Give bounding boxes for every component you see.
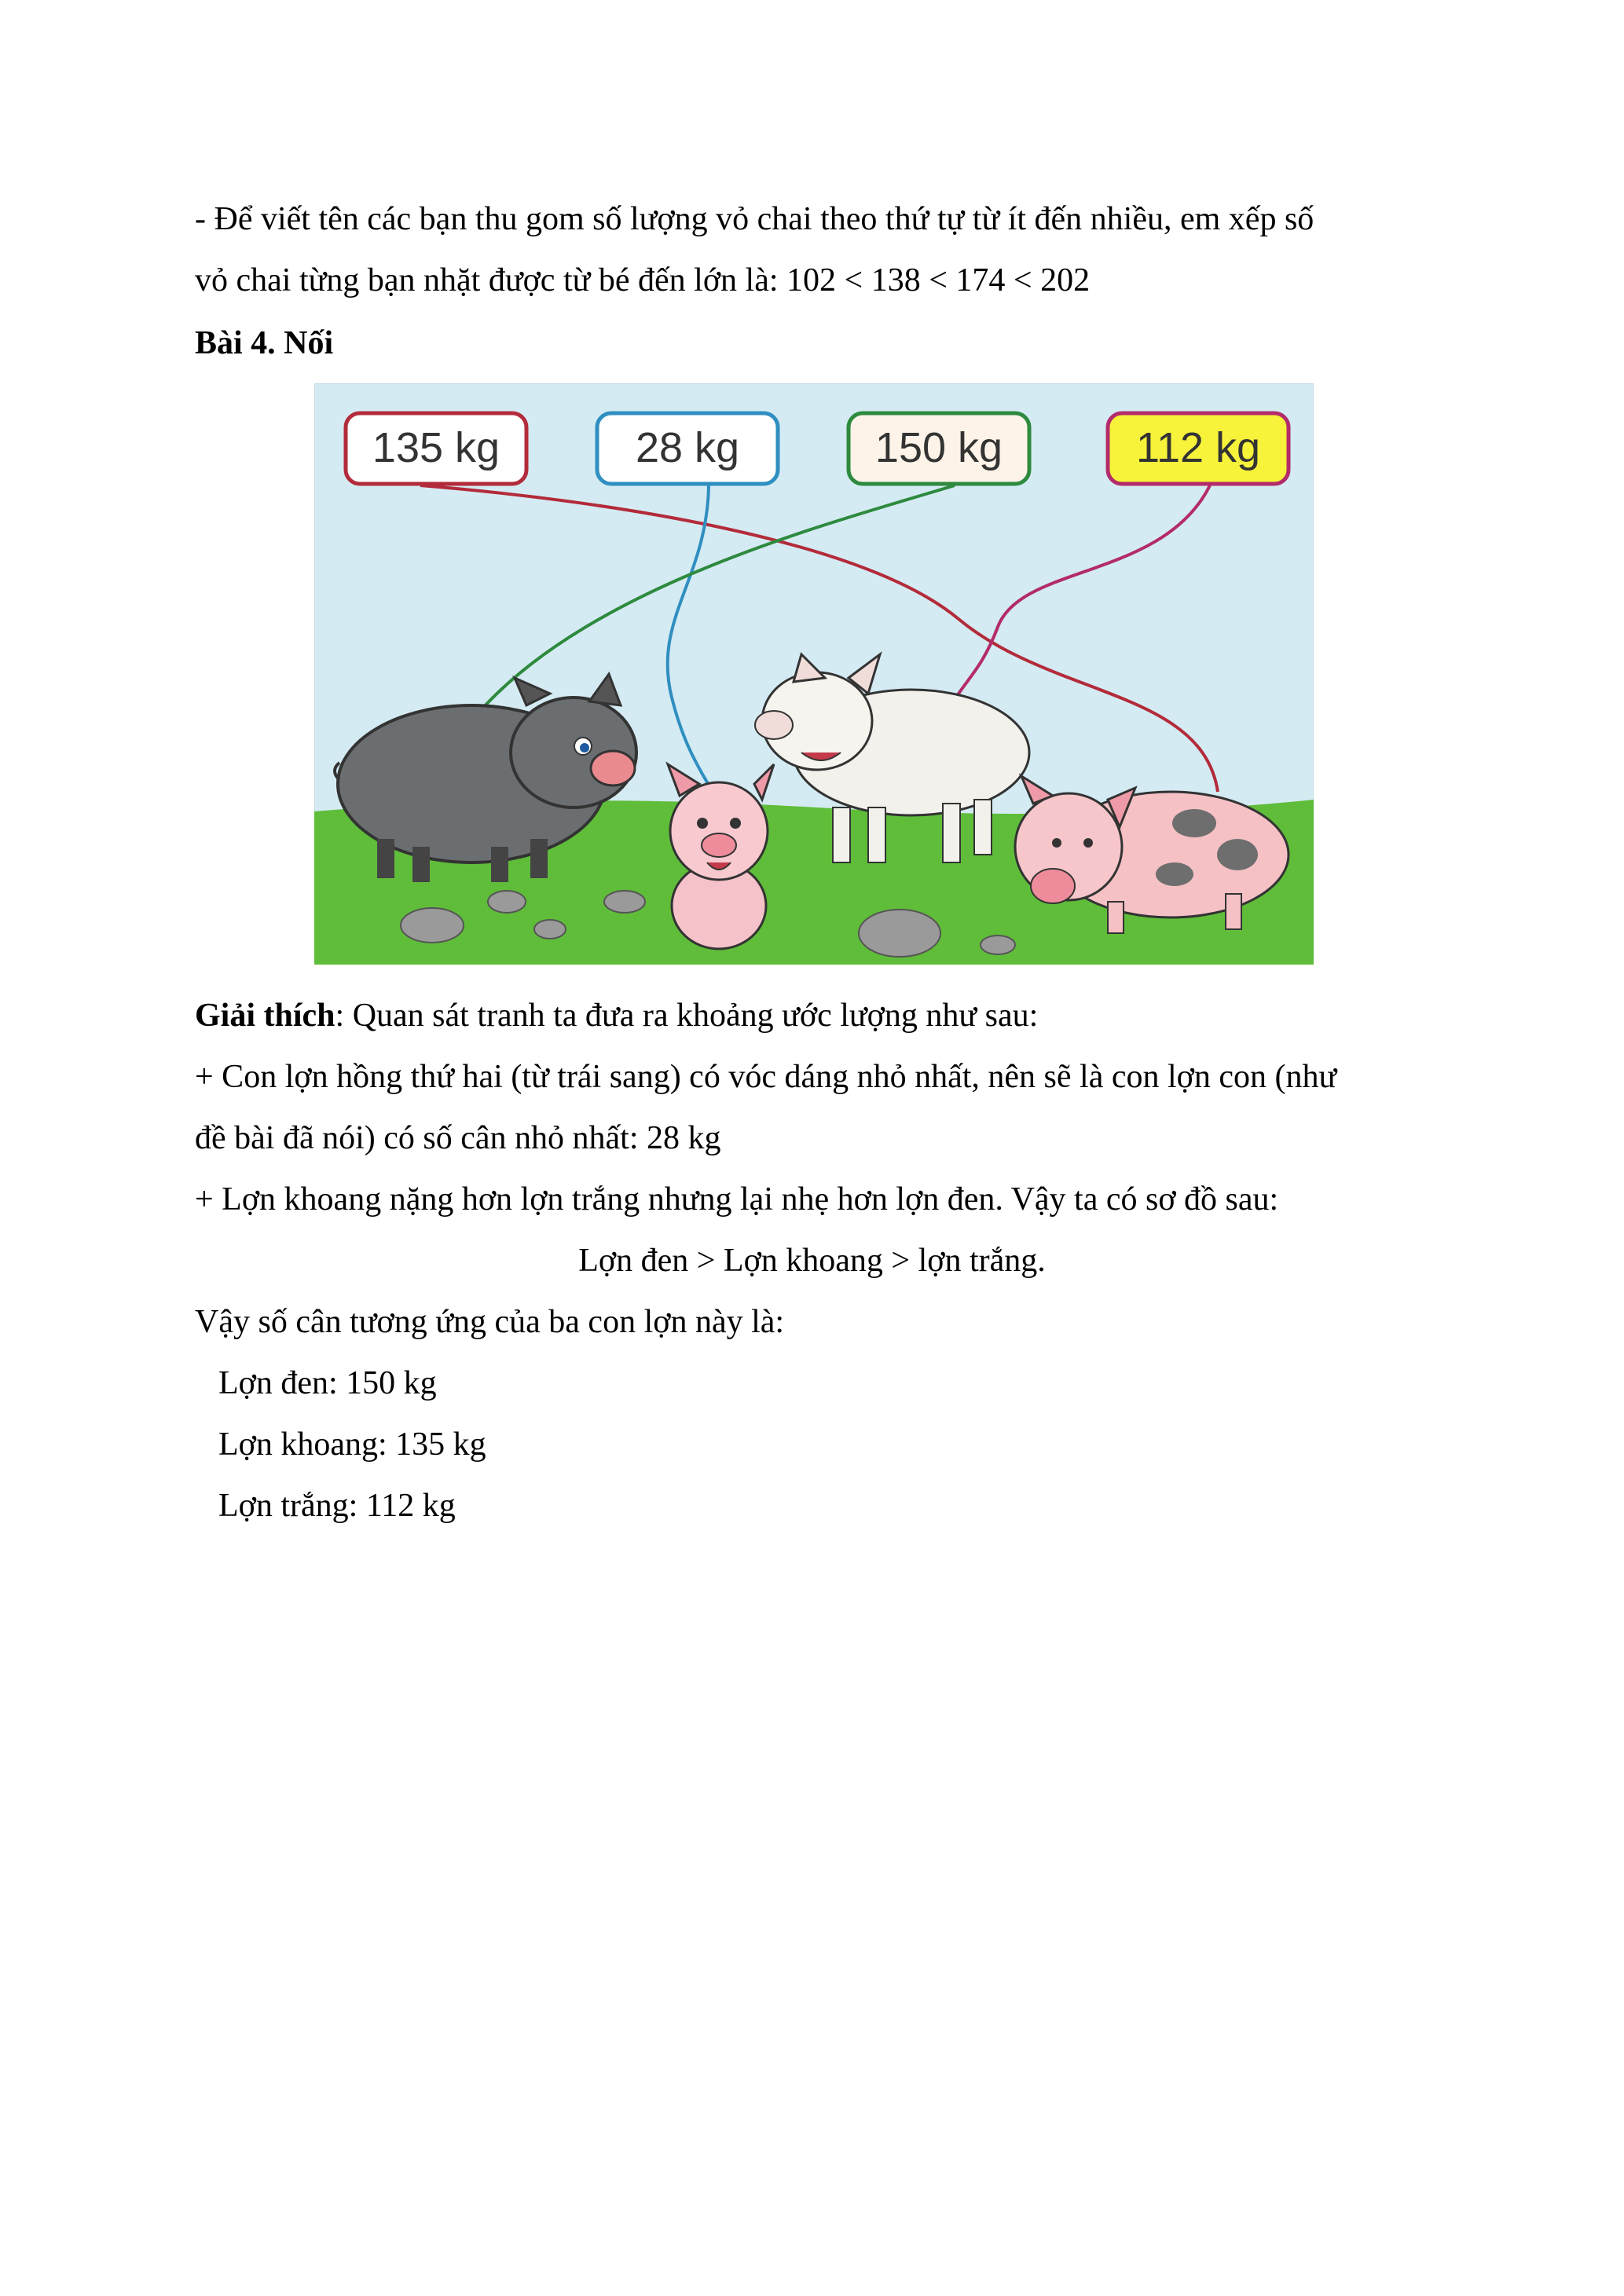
svg-text:135 kg: 135 kg bbox=[372, 424, 500, 471]
explanation-line bbox=[195, 999, 1038, 1032]
pig-matching-illustration bbox=[314, 383, 1314, 965]
result-line: Lợn trắng: 112 kg bbox=[218, 1488, 456, 1524]
paragraph-line: + Lợn khoang nặng hơn lợn trắng nhưng lại nhẹ hơn lợn đen. Vậy ta có sơ đồ sau: bbox=[195, 1181, 1279, 1218]
result-line: Lợn khoang: 135 kg bbox=[218, 1426, 486, 1463]
paragraph-line: - Để viết tên các bạn thu gom số lượng vỏ chai theo thứ tự từ ít đến nhiều, em xếp số bbox=[195, 201, 1314, 237]
paragraph-line: Vậy số cân tương ứng của ba con lợn này là: bbox=[195, 1304, 785, 1340]
svg-text:28 kg: 28 kg bbox=[635, 424, 740, 471]
label-135kg bbox=[346, 413, 526, 484]
comparison-diagram: Lợn đen > Lợn khoang > lợn trắng. bbox=[578, 1243, 1046, 1279]
svg-text:150 kg: 150 kg bbox=[874, 424, 1003, 471]
label-112kg bbox=[1108, 413, 1289, 484]
paragraph-line: + Con lợn hồng thứ hai (từ trái sang) có vóc dáng nhỏ nhất, nên sẽ là con lợn con (như bbox=[195, 1059, 1337, 1095]
explanation-text: : Quan sát tranh ta đưa ra khoảng ước lượng như sau: bbox=[335, 998, 1039, 1034]
label-150kg bbox=[849, 413, 1029, 484]
piglet bbox=[668, 764, 774, 949]
result-line: Lợn đen: 150 kg bbox=[218, 1365, 437, 1401]
exercise-heading: Bài 4. Nối bbox=[195, 325, 334, 361]
paragraph-line: đề bài đã nói) có số cân nhỏ nhất: 28 kg bbox=[195, 1120, 721, 1156]
paragraph-line: vỏ chai từng bạn nhặt được từ bé đến lớn là: 102 < 138 < 174 < 202 bbox=[195, 262, 1091, 298]
explanation-label: Giải thích bbox=[195, 998, 335, 1034]
label-28kg bbox=[597, 413, 778, 484]
svg-text:112 kg: 112 kg bbox=[1135, 424, 1261, 471]
